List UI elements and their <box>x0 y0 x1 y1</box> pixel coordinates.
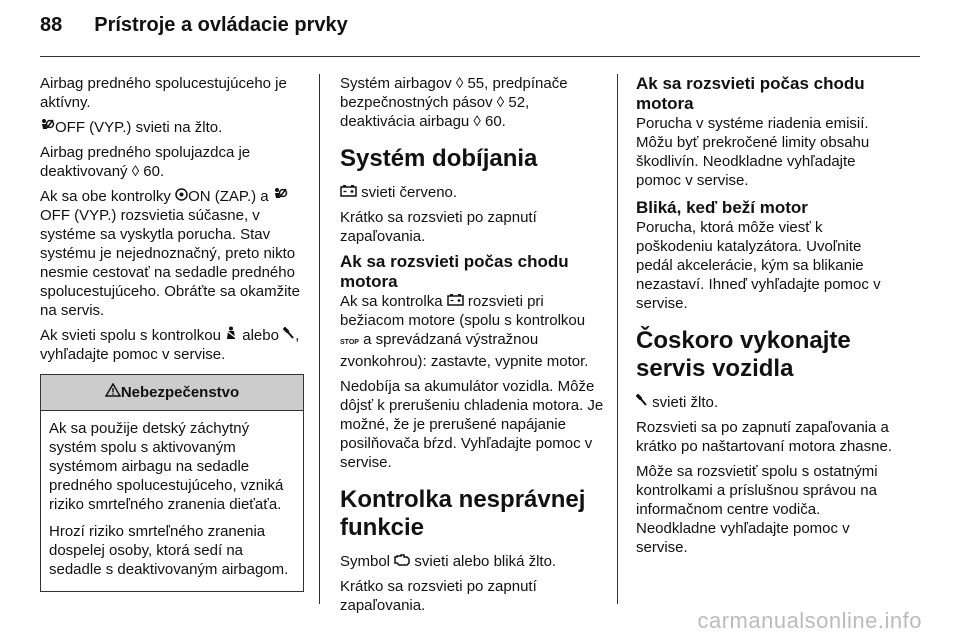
paragraph: Krátko sa rozsvieti po zapnutí zapaľovania. <box>340 209 537 245</box>
column-2 <box>340 74 604 621</box>
text: rozsvieti pri bežiacom motore (spolu s kontrolkou <box>340 293 586 329</box>
battery-icon <box>340 183 357 202</box>
airbag-off-text: OFF (VYP.) svieti na žlto. <box>55 119 223 136</box>
airbag-off-icon <box>273 187 288 206</box>
page-title: Prístroje a ovládacie prvky <box>94 14 348 36</box>
text: ON (ZAP.) a <box>188 188 273 205</box>
engine-icon <box>394 552 410 571</box>
stop-label: STOP <box>340 339 359 346</box>
warning-box <box>40 374 304 592</box>
text: Ak sa obe kontrolky <box>40 188 176 205</box>
paragraph <box>340 183 604 202</box>
text: OFF (VYP.) rozsvietia súčasne, v systéme sa vyskytla porucha. Stav systému je nejednoznačný, preto nikto nesmie cestovať na sedadle predného spolucestujúceho. Obráťte sa okamžite na servis. <box>40 207 300 319</box>
wrench-icon <box>636 393 648 412</box>
text: Ak svieti spolu s kontrolkou <box>40 327 226 344</box>
paragraph: Airbag predného spolucestujúceho je aktívny. <box>40 75 287 111</box>
text: svieti žlto. <box>648 394 719 411</box>
paragraph: Krátko sa rozsvieti po zapnutí zapaľovania. <box>340 578 537 614</box>
column-1 <box>40 74 304 592</box>
paragraph <box>40 326 304 364</box>
page-header <box>40 14 348 54</box>
text: svieti červeno. <box>357 184 458 201</box>
section-heading: Čoskoro vykonajte servis vozidla <box>636 327 851 382</box>
subheading: Bliká, keď beží motor <box>636 198 808 217</box>
airbag-on-icon <box>175 187 188 206</box>
text: svieti alebo bliká žlto. <box>410 553 557 570</box>
paragraph: Porucha v systéme riadenia emisií. Môžu byť prekročené limity obsahu škodlivín. Neodkladne vyhľadajte pomoc v servise. <box>636 115 870 189</box>
paragraph <box>340 292 604 371</box>
text: alebo <box>238 327 284 344</box>
warning-paragraph: Ak sa použije detský záchytný systém spolu s aktivovaným systémom airbagu na sedadle predného spolucestujúceho, vzniká riziko smrteľného zranenia dieťaťa. <box>49 420 284 513</box>
subheading: Ak sa rozsvieti počas chodu motora <box>636 74 865 113</box>
column-divider <box>617 74 618 604</box>
paragraph: Airbag predného spolujazdca je deaktivovaný ◊ 60. <box>40 144 251 180</box>
text: , vyhľadajte pomoc v servise. <box>40 327 300 363</box>
section-heading: Kontrolka nesprávnej funkcie <box>340 486 586 541</box>
column-divider <box>319 74 320 604</box>
text: a sprevádzaná výstražnou zvonkohrou): zastavte, vypnite motor. <box>340 331 589 370</box>
paragraph: Rozsvieti sa po zapnutí zapaľovania a krátko po naštartovaní motora zhasne. <box>636 419 892 455</box>
text: Symbol <box>340 553 395 570</box>
seatbelt-icon <box>225 326 238 345</box>
header-rule <box>40 56 920 57</box>
warning-paragraph: Hrozí riziko smrteľného zranenia dospelej osoby, ktorá sedí na sedadle s deaktivovaným airbagom. <box>49 523 289 578</box>
paragraph: Porucha, ktorá môže viesť k poškodeniu katalyzátora. Uvoľnite pedál akcelerácie, kým sa blikanie nezastaví. Ihneď vyhľadajte pomoc v servise. <box>636 219 881 312</box>
section-heading: Systém dobíjania <box>340 145 538 172</box>
page-number: 88 <box>40 14 63 36</box>
subheading: Ak sa rozsvieti počas chodu motora <box>340 252 569 291</box>
column-3 <box>636 74 902 563</box>
airbag-off-icon <box>40 118 55 137</box>
warning-header <box>41 375 303 411</box>
warning-title: Nebezpečenstvo <box>120 384 240 401</box>
paragraph: Môže sa rozsvietiť spolu s ostatnými kontrolkami a príslušnou správou na informačnom centre vodiča. Neodkladne vyhľadajte pomoc v servise. <box>636 463 878 556</box>
warning-body <box>41 411 303 591</box>
watermark: carmanualsonline.info <box>697 608 922 633</box>
battery-icon <box>447 292 464 311</box>
paragraph: Systém airbagov ◊ 55, predpínače bezpečnostných pásov ◊ 52, deaktivácia airbagu ◊ 60. <box>340 75 568 130</box>
text: Ak sa kontrolka <box>340 293 447 310</box>
paragraph <box>40 118 304 137</box>
paragraph: Nedobíja sa akumulátor vozidla. Môže dôjsť k prerušeniu chladenia motora. Je možné, že je prerušené napájanie posilňovača bŕzd. Vyhľadajte pomoc v servise. <box>340 378 604 471</box>
warning-triangle-icon <box>105 383 121 402</box>
wrench-icon <box>283 326 295 345</box>
paragraph <box>40 187 304 320</box>
paragraph <box>636 393 902 412</box>
paragraph <box>340 552 604 571</box>
